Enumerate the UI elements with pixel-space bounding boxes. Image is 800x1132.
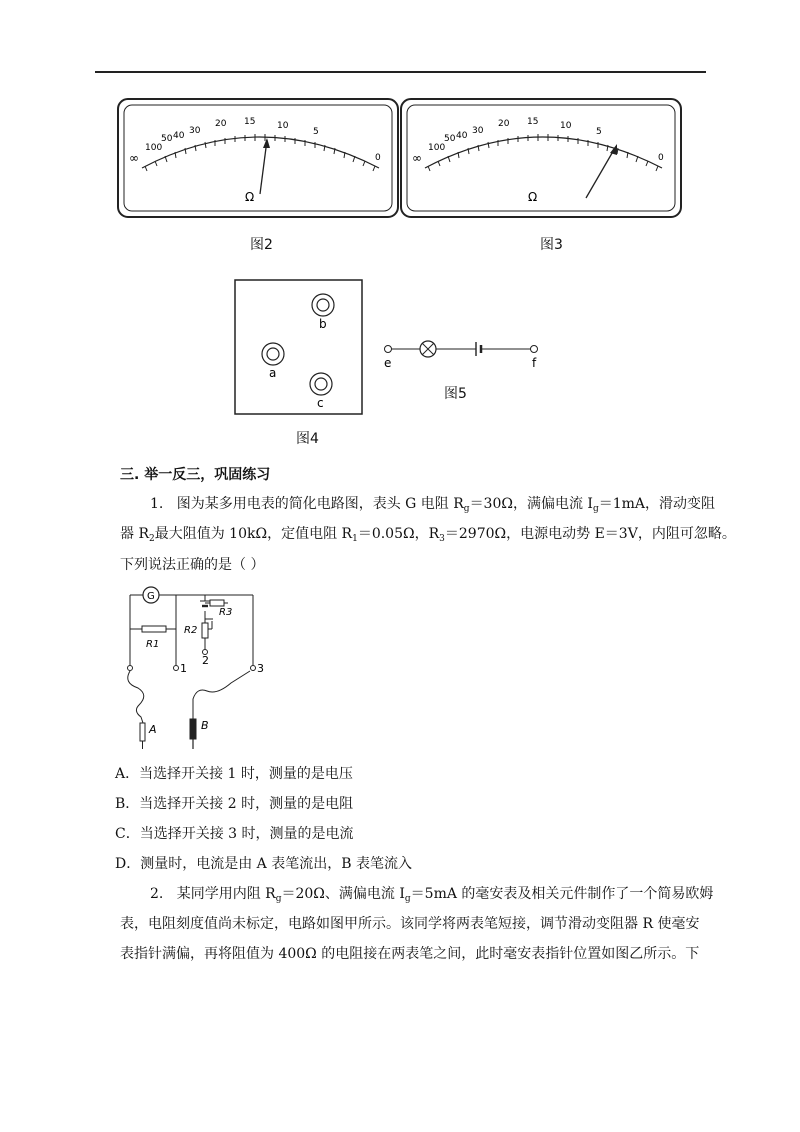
scale-label-inf: ∞ xyxy=(412,151,422,165)
terminal-c xyxy=(310,373,332,410)
label-3: 3 xyxy=(257,662,264,675)
multimeter-circuit xyxy=(113,583,273,751)
scale-label-inf: ∞ xyxy=(129,151,139,165)
needle xyxy=(260,140,267,194)
terminal-label-f: f xyxy=(532,356,537,370)
label-1: 1 xyxy=(180,662,187,675)
q1-option-b: B．当选择开关接 2 时，测量的是电阻 xyxy=(115,796,354,812)
scale-label-20: 20 xyxy=(215,119,227,129)
lamp-icon xyxy=(420,341,436,357)
q1-option-d: D．测量时，电流是由 A 表笔流出，B 表笔流入 xyxy=(115,856,412,872)
label-R3: R3 xyxy=(219,607,233,618)
scale-label-40: 40 xyxy=(173,131,185,141)
q2-line2: 表，电阻刻度值尚未标定，电路如图甲所示。该同学将两表笔短接，调节滑动变阻器 R 使毫安 xyxy=(120,916,700,932)
battery-icon xyxy=(476,342,481,356)
label-G: G xyxy=(147,591,155,602)
q1-number: 1. xyxy=(150,496,164,512)
fig2-caption: 图2 xyxy=(250,237,273,253)
q1-line3: 下列说法正确的是（ ） xyxy=(120,557,265,573)
scale-label-30: 30 xyxy=(189,126,201,136)
label-B: B xyxy=(201,719,209,732)
terminal-b xyxy=(312,294,334,331)
scale-label-0: 0 xyxy=(375,153,381,163)
scale-label-10: 10 xyxy=(560,121,572,131)
label-2: 2 xyxy=(202,654,209,667)
unit-ohm: Ω xyxy=(245,190,255,204)
header-rule xyxy=(95,71,706,73)
label-R1: R1 xyxy=(146,639,160,650)
needle xyxy=(586,148,615,198)
q1-option-a: A．当选择开关接 1 时，测量的是电压 xyxy=(115,766,353,782)
label-A: A xyxy=(149,723,157,736)
scale-label-15: 15 xyxy=(244,117,256,127)
ohmmeter-figures xyxy=(117,98,685,220)
scale-label-15: 15 xyxy=(527,117,539,127)
scale-label-100: 100 xyxy=(428,143,446,153)
meter-fig3 xyxy=(401,99,681,217)
fig4-caption: 图4 xyxy=(296,431,319,447)
section-title: 三. 举一反三，巩固练习 xyxy=(120,467,271,483)
scale-label-5: 5 xyxy=(596,127,602,137)
scale-label-50: 50 xyxy=(444,134,456,144)
scale-label-20: 20 xyxy=(498,119,510,129)
fig3-caption: 图3 xyxy=(540,237,563,253)
scale-label-0: 0 xyxy=(658,153,664,163)
label-R2: R2 xyxy=(184,625,198,636)
q1-line2: 器 $R_2$最大阻值为 10kΩ，定值电阻 $R_1=0.05\Omega$，$R_3=2970\Omega$，电源电动势 E＝3V，内阻可忽略。 xyxy=(120,526,736,544)
scale-label-40: 40 xyxy=(456,131,468,141)
terminal-label-a: a xyxy=(269,366,277,380)
terminal-label-c: c xyxy=(317,396,324,410)
resistor-r3 xyxy=(210,600,224,606)
q2-line1: 2. 某同学用内阻 $R_g=20\Omega$、满偏电流 $I_g=5mA$ 的毫安表及相关元件制作了一个简易欧姆 xyxy=(150,886,714,904)
galvanometer-icon xyxy=(143,587,159,603)
meter-fig2 xyxy=(118,99,398,217)
scale-label-100: 100 xyxy=(145,143,163,153)
rheostat-r2 xyxy=(202,623,208,638)
scale-label-50: 50 xyxy=(161,134,173,144)
scale-label-30: 30 xyxy=(472,126,484,136)
q2-line3: 表指针满偏，再将阻值为 400Ω 的电阻接在两表笔之间，此时毫安表指针位置如图乙所示。下 xyxy=(120,946,700,962)
terminal-a xyxy=(262,343,284,380)
terminal-label-b: b xyxy=(319,317,327,331)
resistor-r1 xyxy=(142,626,166,632)
probe-a-icon xyxy=(140,723,145,749)
q1-line1: 1. 图为某多用电表的简化电路图，表头 G 电阻 $R_g=30\Omega$，满偏电流 $I_g=1mA$，滑动变阻 xyxy=(150,496,716,514)
terminal-label-e: e xyxy=(384,356,392,370)
probe-b-icon xyxy=(190,719,196,749)
q2-number: 2. xyxy=(150,886,164,902)
scale-label-10: 10 xyxy=(277,121,289,131)
unit-ohm: Ω xyxy=(528,190,538,204)
fig4-terminal-box xyxy=(234,279,364,416)
q1-option-c: C．当选择开关接 3 时，测量的是电流 xyxy=(115,826,354,842)
fig5-circuit xyxy=(380,336,550,370)
fig5-caption: 图5 xyxy=(444,386,467,402)
scale-label-5: 5 xyxy=(313,127,319,137)
